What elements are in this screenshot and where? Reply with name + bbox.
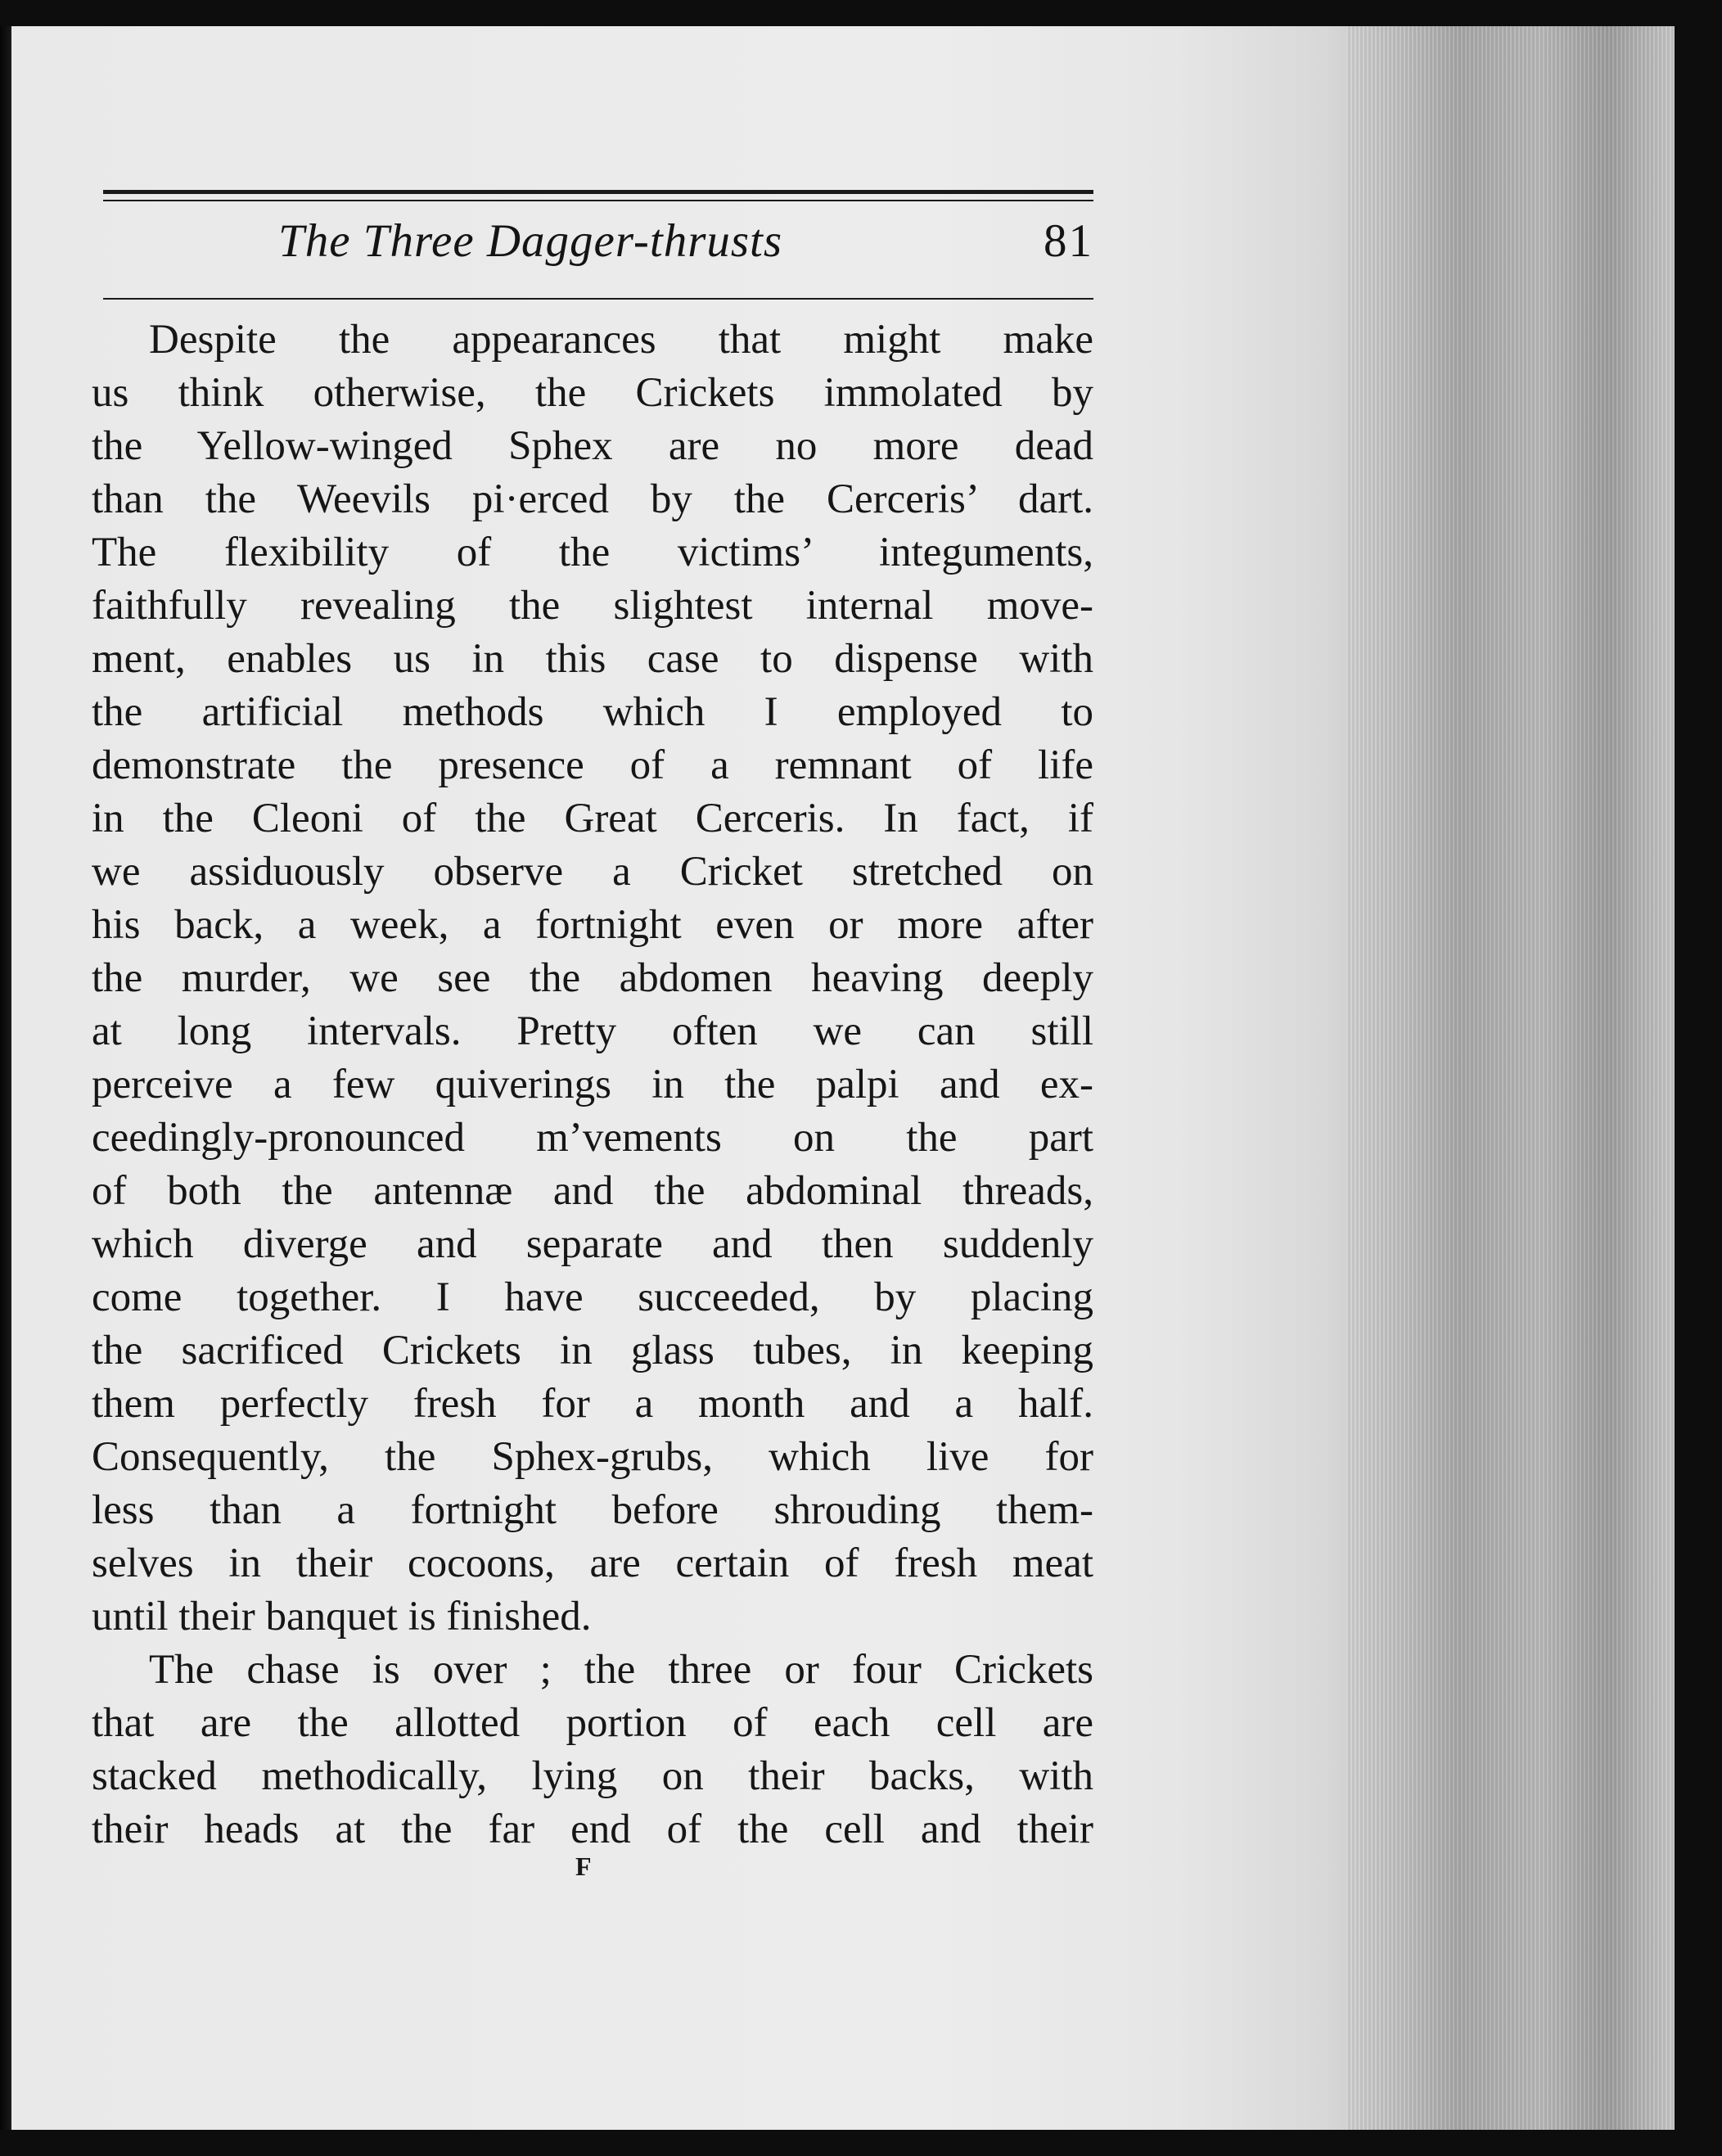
text-line: his back, a week, a fortnight even or more after	[92, 902, 1093, 948]
text-line: the sacrificed Crickets in glass tubes, in keeping	[92, 1328, 1093, 1373]
text-line: until their banquet is finished.	[92, 1594, 592, 1640]
header-rule-top-thin	[103, 200, 1093, 201]
text-line: less than a fortnight before shrouding them-	[92, 1487, 1093, 1533]
text-line: we assiduously observe a Cricket stretched on	[92, 849, 1093, 895]
text-line: which diverge and separate and then suddenly	[92, 1221, 1093, 1267]
page-edge-shading	[1346, 26, 1675, 2130]
text-line: perceive a few quiverings in the palpi and ex-	[92, 1062, 1093, 1107]
running-title: The Three Dagger-thrusts	[278, 215, 783, 267]
text-line: demonstrate the presence of a remnant of life	[92, 742, 1093, 788]
text-line: at long intervals. Pretty often we can still	[92, 1008, 1093, 1054]
body-text	[92, 313, 1093, 1856]
text-line: their heads at the far end of the cell and their	[92, 1806, 1093, 1852]
text-line: Despite the appearances that might make	[149, 317, 1093, 363]
text-line: than the Weevils pi·erced by the Cerceris’ dart.	[92, 476, 1093, 522]
header-rule-top-thick	[103, 190, 1093, 194]
page-number: 81	[1044, 215, 1093, 267]
text-line: Consequently, the Sphex-grubs, which live for	[92, 1434, 1093, 1480]
signature-mark: F	[575, 1852, 592, 1881]
header-rule-bottom	[103, 298, 1093, 300]
text-line: ment, enables us in this case to dispense with	[92, 636, 1093, 682]
running-head	[103, 214, 1093, 280]
text-line: come together. I have succeeded, by placing	[92, 1274, 1093, 1320]
text-line: us think otherwise, the Crickets immolated by	[92, 370, 1093, 416]
text-line: stacked methodically, lying on their backs, with	[92, 1753, 1093, 1799]
text-line: faithfully revealing the slightest internal move-	[92, 583, 1093, 629]
text-line: the murder, we see the abdomen heaving deeply	[92, 955, 1093, 1001]
text-line: the Yellow-winged Sphex are no more dead	[92, 423, 1093, 469]
text-line: them perfectly fresh for a month and a half.	[92, 1381, 1093, 1427]
text-line: The chase is over ; the three or four Crickets	[149, 1647, 1093, 1693]
text-line: of both the antennæ and the abdominal threads,	[92, 1168, 1093, 1214]
text-line: that are the allotted portion of each cell are	[92, 1700, 1093, 1746]
text-line: The flexibility of the victims’ integuments,	[92, 530, 1093, 575]
text-line: ceedingly-pronounced m’vements on the part	[92, 1115, 1093, 1161]
text-line: in the Cleoni of the Great Cerceris. In fact, if	[92, 796, 1093, 841]
text-line: selves in their cocoons, are certain of fresh meat	[92, 1540, 1093, 1586]
text-line: the artificial methods which I employed to	[92, 689, 1093, 735]
